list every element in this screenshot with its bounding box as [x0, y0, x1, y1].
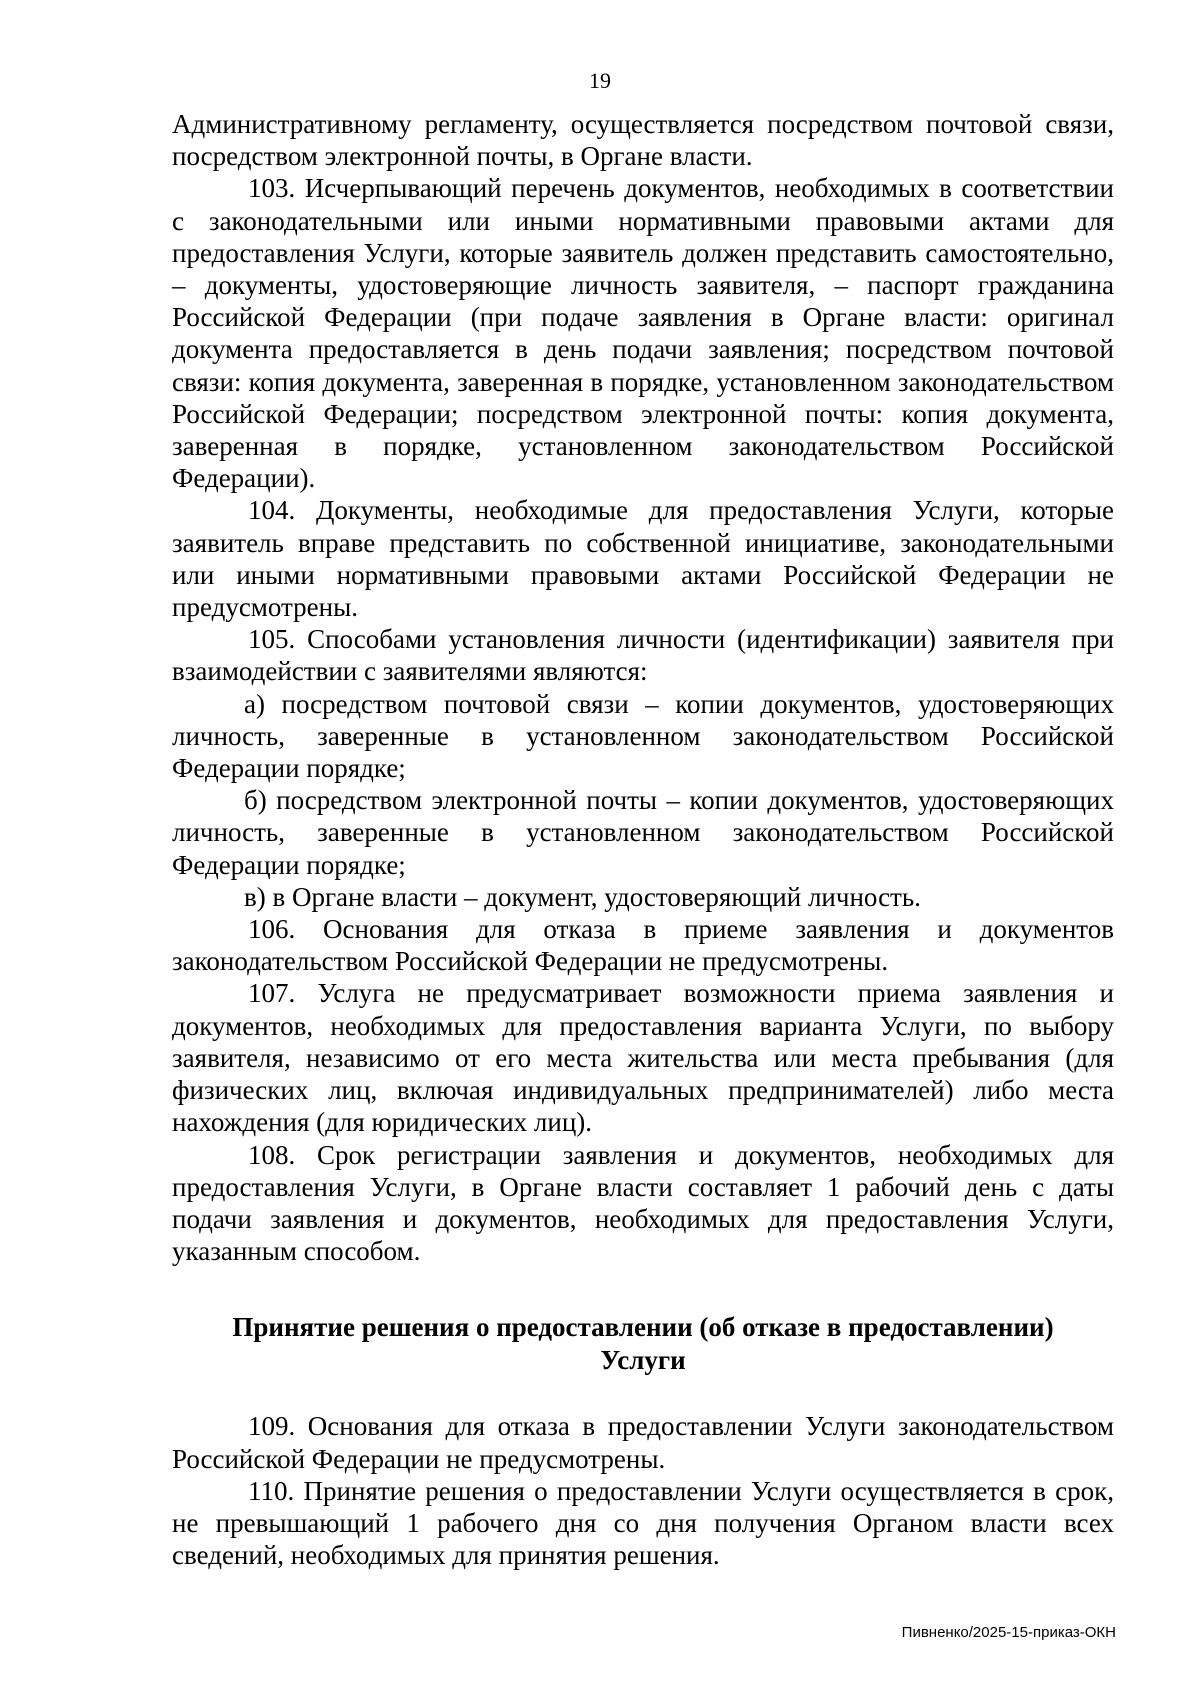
paragraph-108: 108. Срок регистрации заявления и документов, необходимых для предоставления Услуги, в Органе власти составляет 1 рабочий день с даты подачи заявления и документов, необходимых для предоставления Услуги, указанным способом. — [172, 1139, 1114, 1267]
paragraph-106: 106. Основания для отказа в приеме заявления и документов законодательством Российской Федерации не предусмотрены. — [172, 914, 1114, 977]
section-heading-line-1: Принятие решения о предоставлении (об отказе в предоставлении) — [232, 1312, 1054, 1343]
page-number: 19 — [589, 68, 611, 93]
paragraph-107: 107. Услуга не предусматривает возможности приема заявления и документов, необходимых для предоставления варианта Услуги, по выбору заявителя, независимо от его места жительства или места пребывания (для физических лиц, включая индивидуальных предпринимателей) либо места нахождения (для юридических лиц). — [172, 978, 1114, 1138]
document-body — [172, 108, 1114, 1571]
document-footer-code: Пивненко/2025-15-приказ-ОКН — [901, 1624, 1116, 1641]
paragraph-105: 105. Способами установления личности (идентификации) заявителя при взаимодействии с заявителями являются: — [172, 624, 1114, 687]
paragraph-103: 103. Исчерпывающий перечень документов, необходимых в соответствии с законодательными или иными нормативными правовыми актами для предоставления Услуги, которые заявитель должен представить самостоятельно, – документы, удостоверяющие личность заявителя, – паспорт гражданина Российской Федерации (при подаче заявления в Органе власти: оригинал документа предоставляется в день подачи заявления; посредством почтовой связи: копия документа, заверенная в порядке, установленном законодательством Российской Федерации; посредством электронной почты: копия документа, заверенная в порядке, установленном законодательством Российской Федерации). — [172, 173, 1114, 494]
paragraph-104: 104. Документы, необходимые для предоставления Услуги, которые заявитель вправе представить по собственной инициативе, законодательными или иными нормативными правовыми актами Российской Федерации не предусмотрены. — [172, 495, 1114, 623]
paragraph-105-a: а) посредством почтовой связи – копии документов, удостоверяющих личность, заверенные в установленном законодательством Российской Федерации порядке; — [172, 688, 1114, 784]
section-heading-line-2: Услуги — [600, 1344, 686, 1375]
paragraph-110: 110. Принятие решения о предоставлении Услуги осуществляется в срок, не превышающий 1 рабочего дня со дня получения Органом власти всех сведений, необходимых для принятия решения. — [172, 1475, 1114, 1571]
paragraph-109: 109. Основания для отказа в предоставлении Услуги законодательством Российской Федерации не предусмотрены. — [172, 1411, 1114, 1474]
paragraph-105-v: в) в Органе власти – документ, удостоверяющий личность. — [244, 881, 921, 912]
paragraph-105-b: б) посредством электронной почты – копии документов, удостоверяющих личность, заверенные в установленном законодательством Российской Федерации порядке; — [172, 785, 1114, 880]
paragraph-continuation: Административному регламенту, осуществляется посредством почтовой связи, посредством электронной почты, в Органе власти. — [172, 109, 1114, 172]
section-heading — [172, 1311, 1114, 1376]
